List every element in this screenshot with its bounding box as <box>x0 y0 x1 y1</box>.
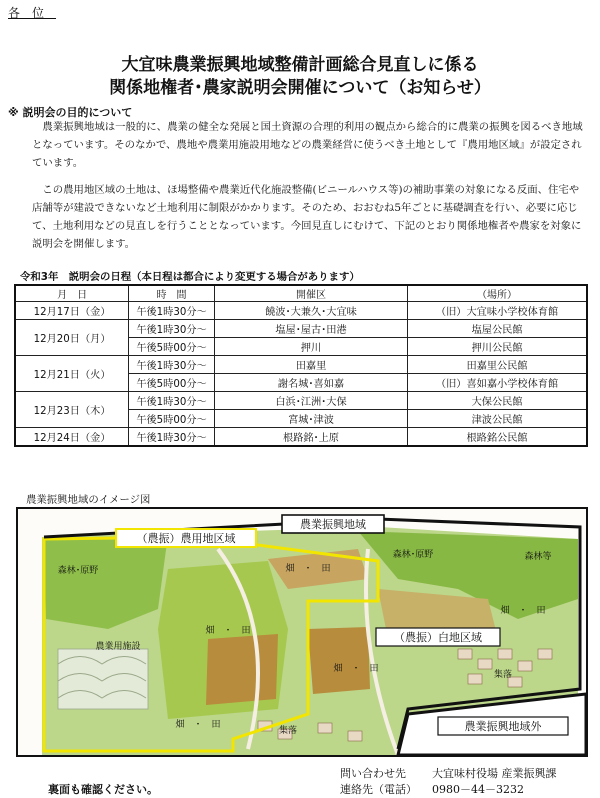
label-forest-center: 森林･原野 <box>392 550 434 560</box>
field-brown-center <box>308 627 370 694</box>
contact-label-1: 問い合わせ先 <box>340 767 406 780</box>
label-field-right-top: 畑 ・ 田 <box>500 606 546 616</box>
contact-value-2: 0980－44－3232 <box>432 783 524 796</box>
cell-district: 田嘉里 <box>214 356 407 374</box>
cell-place: 大保公民館 <box>408 392 587 410</box>
table-row <box>15 428 587 446</box>
header-district: 開催区 <box>214 285 407 302</box>
contact-row-1 <box>340 765 557 781</box>
label-forest-left: 森林･原野 <box>57 566 99 576</box>
cell-time: 午後5時00分～ <box>129 374 215 392</box>
back-note: 裏面も確認ください。 <box>48 783 158 796</box>
cell-date: 12月20日（月） <box>15 320 129 356</box>
cell-time: 午後1時30分～ <box>129 302 215 320</box>
cell-date: 12月24日（金） <box>15 428 129 446</box>
purpose-paragraph-2: この農用地区域の土地は、ほ場整備や農業近代化施設整備(ビニールハウス等)の補助事業の対象になる反面、住宅や店舗等が建設できないなど土地利用に制限がかかります。そのため、おおむね5年ごとに基礎調査を行い、必要に応じて、土地利用などの見直しを行うこととなっています。今回見直しにむけて、下記のとおり関係地権者や農家を対象に説明会を開催します。 <box>32 184 582 250</box>
label-facility: 農業用施設 <box>95 642 141 652</box>
cell-place: 田嘉里公民館 <box>408 356 587 374</box>
promotion-area-label: 農業振興地域 <box>300 518 366 531</box>
label-field-right-mid: 畑 ・ 田 <box>333 664 379 674</box>
outside-area-label: 農業振興地域外 <box>464 720 542 733</box>
cell-district: 宮城･津波 <box>214 410 407 428</box>
purpose-heading: ※ 説明会の目的について <box>8 106 133 119</box>
greenhouse-rows <box>58 649 148 709</box>
map-caption: 農業振興地域のイメージ図 <box>26 494 151 506</box>
cell-district: 塩屋･屋古･田港 <box>214 320 407 338</box>
label-field-top: 畑 ・ 田 <box>285 564 331 574</box>
table-row <box>15 356 587 374</box>
cell-time: 午後5時00分～ <box>129 410 215 428</box>
header-place: （場所） <box>408 285 587 302</box>
farmland-zone-label: （農振）農用地区域 <box>136 532 236 545</box>
table-row <box>15 302 587 320</box>
cell-district: 白浜･江洲･大保 <box>214 392 407 410</box>
header-time: 時 間 <box>129 285 215 302</box>
document-title-line2: 関係地権者･農家説明会開催について（お知らせ） <box>109 78 491 98</box>
label-village-bottom: 集落 <box>278 726 298 736</box>
document-title-line1: 大宜味農業振興地域整備計画総合見直しに係る <box>121 55 479 75</box>
label-village-right: 集落 <box>493 670 513 680</box>
cell-place: 押川公民館 <box>408 338 587 356</box>
cell-place: 塩屋公民館 <box>408 320 587 338</box>
cell-date: 12月21日（火） <box>15 356 129 392</box>
cell-time: 午後5時00分～ <box>129 338 215 356</box>
label-field-bottom: 畑 ・ 田 <box>175 720 221 730</box>
schedule-caption: 令和3年 説明会の日程（本日程は都合により変更する場合があります） <box>20 271 360 283</box>
cell-district: 謝名城･喜如嘉 <box>214 374 407 392</box>
white-zone-label: （農振）白地区域 <box>394 631 482 644</box>
cell-time: 午後1時30分～ <box>129 428 215 446</box>
cell-date: 12月17日（金） <box>15 302 129 320</box>
cell-place: 津波公民館 <box>408 410 587 428</box>
schedule-header-row <box>15 285 587 302</box>
cell-place: 根路銘公民館 <box>408 428 587 446</box>
land-use-image-map <box>16 507 588 757</box>
contact-row-2 <box>340 781 524 797</box>
header-date: 月 日 <box>15 285 129 302</box>
map-illustration <box>18 509 586 755</box>
label-field-center: 畑 ・ 田 <box>205 626 251 636</box>
cell-district: 押川 <box>214 338 407 356</box>
table-row <box>15 392 587 410</box>
addressee: 各位 <box>8 6 57 20</box>
cell-time: 午後1時30分～ <box>129 392 215 410</box>
cell-place: （旧）喜如嘉小学校体育館 <box>408 374 587 392</box>
contact-value-1: 大宜味村役場 産業振興課 <box>432 767 557 780</box>
purpose-paragraph-1: 農業振興地域は一般的に、農業の健全な発展と国土資源の合理的利用の観点から総合的に農業の振興を図るべき地域となっています。そのなかで、農地や農業用施設用地などの農業経営に使うべき土地として『農用地区域』が設定されています。 <box>32 121 583 169</box>
table-row <box>15 320 587 338</box>
schedule-table <box>14 284 588 447</box>
cell-time: 午後1時30分～ <box>129 356 215 374</box>
label-forest-right: 森林等 <box>524 552 552 562</box>
cell-place: （旧）大宜味小学校体育館 <box>408 302 587 320</box>
cell-district: 饒波･大兼久･大宜味 <box>214 302 407 320</box>
field-brown-patch <box>206 634 278 705</box>
cell-time: 午後1時30分～ <box>129 320 215 338</box>
cell-date: 12月23日（木） <box>15 392 129 428</box>
cell-district: 根路銘･上原 <box>214 428 407 446</box>
contact-label-2: 連絡先（電話） <box>340 783 417 796</box>
